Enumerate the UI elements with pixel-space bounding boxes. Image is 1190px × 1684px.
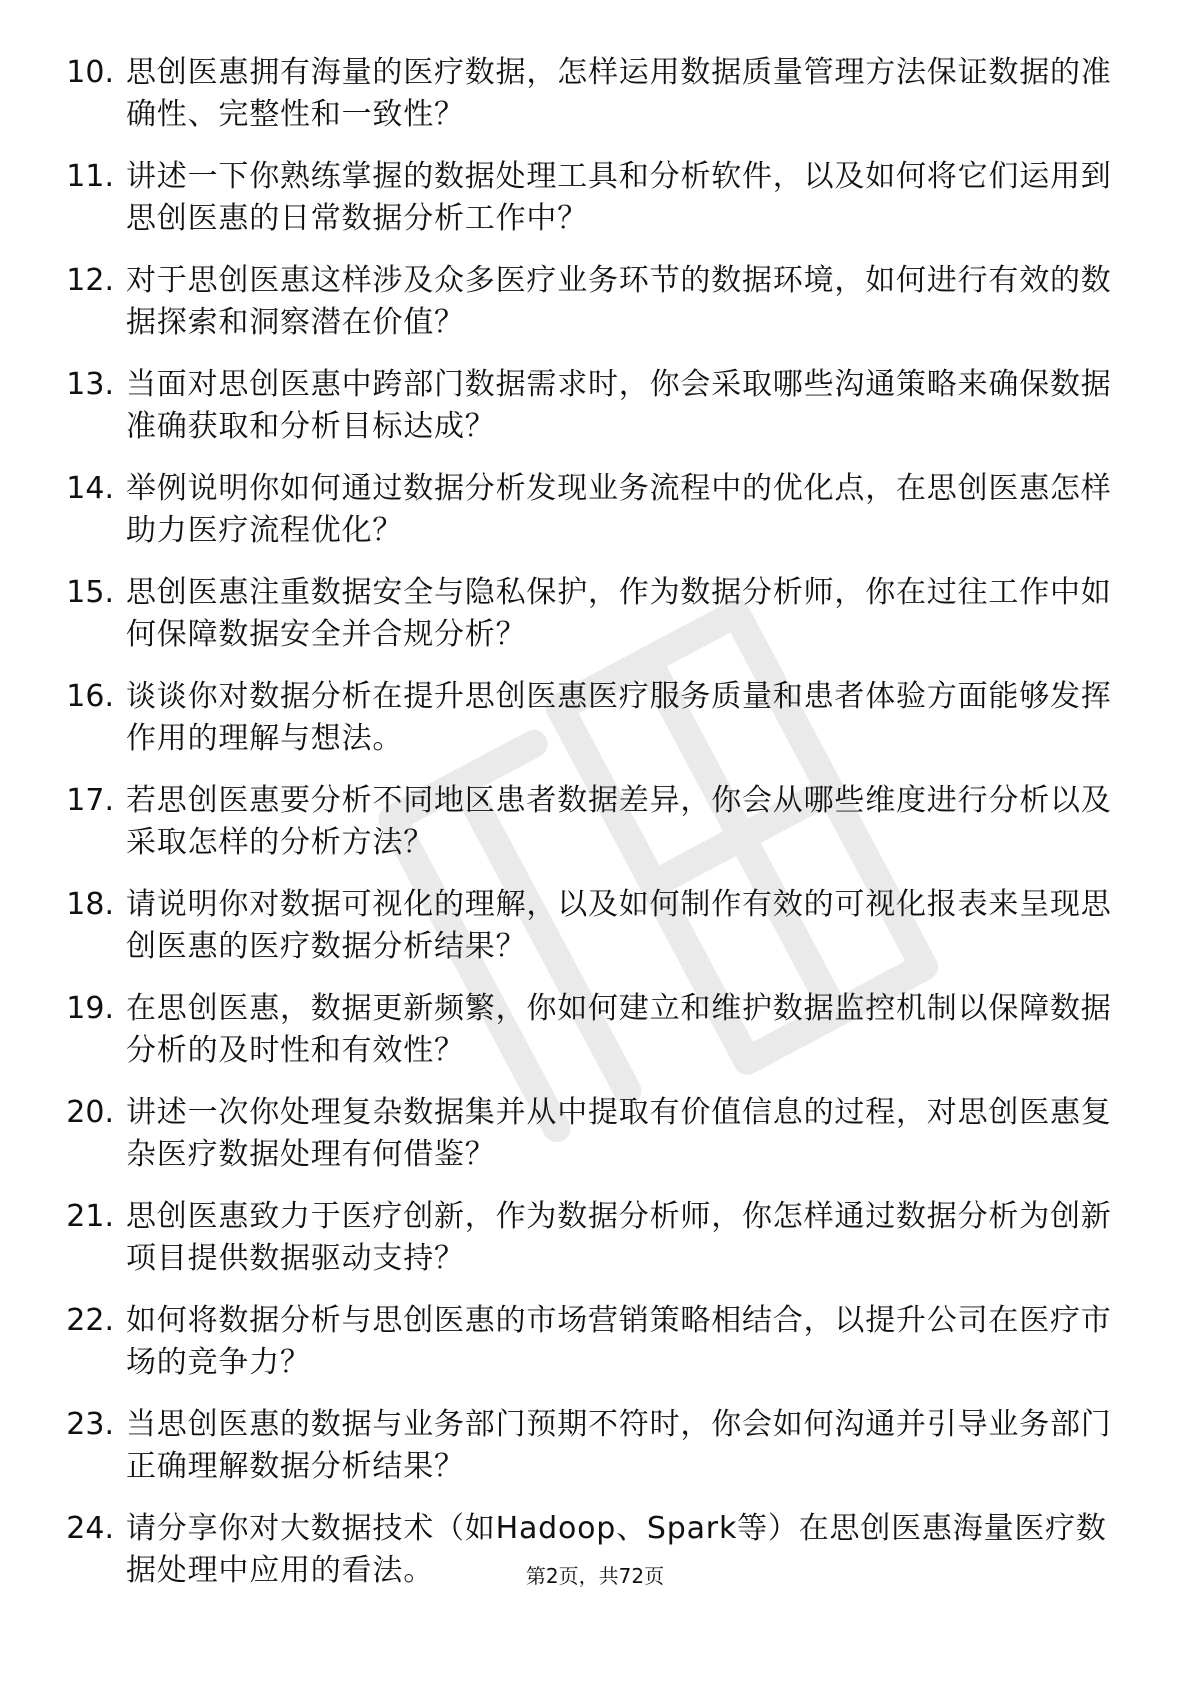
question-number: 10.	[66, 55, 114, 90]
question-text: 举例说明你如何通过数据分析发现业务流程中的优化点，在思创医惠怎样助力医疗流程优化？	[126, 471, 1112, 548]
question-number: 17.	[66, 783, 114, 818]
question-text: 当面对思创医惠中跨部门数据需求时，你会采取哪些沟通策略来确保数据准确获取和分析目标达成？	[126, 367, 1112, 444]
question-number: 21.	[66, 1199, 114, 1234]
question-item	[54, 1292, 1124, 1396]
question-text: 如何将数据分析与思创医惠的市场营销策略相结合，以提升公司在医疗市场的竞争力？	[126, 1303, 1112, 1380]
question-number: 23.	[66, 1407, 114, 1442]
question-number: 18.	[66, 887, 114, 922]
question-number: 20.	[66, 1095, 114, 1130]
question-item	[54, 1188, 1124, 1292]
question-item	[54, 356, 1124, 460]
question-text: 讲述一次你处理复杂数据集并从中提取有价值信息的过程，对思创医惠复杂医疗数据处理有何借鉴？	[126, 1095, 1112, 1172]
question-item	[54, 1396, 1124, 1500]
question-text: 思创医惠拥有海量的医疗数据，怎样运用数据质量管理方法保证数据的准确性、完整性和一致性？	[126, 55, 1112, 132]
question-text: 谈谈你对数据分析在提升思创医惠医疗服务质量和患者体验方面能够发挥作用的理解与想法。	[126, 679, 1112, 756]
question-number: 11.	[66, 159, 114, 194]
question-item	[54, 460, 1124, 564]
question-text: 讲述一下你熟练掌握的数据处理工具和分析软件，以及如何将它们运用到思创医惠的日常数据分析工作中？	[126, 159, 1112, 236]
question-number: 22.	[66, 1303, 114, 1338]
question-text: 当思创医惠的数据与业务部门预期不符时，你会如何沟通并引导业务部门正确理解数据分析结果？	[126, 1407, 1112, 1484]
question-item	[54, 252, 1124, 356]
question-text: 请分享你对大数据技术（如Hadoop、Spark等）在思创医惠海量医疗数据处理中应用的看法。	[126, 1511, 1107, 1588]
page-number: 第2页，共72页	[525, 1564, 665, 1588]
question-item	[54, 1084, 1124, 1188]
question-number: 24.	[66, 1511, 114, 1546]
question-number: 14.	[66, 471, 114, 506]
question-text: 思创医惠致力于医疗创新，作为数据分析师，你怎样通过数据分析为创新项目提供数据驱动支持？	[126, 1199, 1112, 1276]
question-text: 若思创医惠要分析不同地区患者数据差异，你会从哪些维度进行分析以及采取怎样的分析方法？	[126, 783, 1112, 860]
question-item	[54, 876, 1124, 980]
question-number: 12.	[66, 263, 114, 298]
question-text: 请说明你对数据可视化的理解，以及如何制作有效的可视化报表来呈现思创医惠的医疗数据分析结果？	[126, 887, 1112, 964]
question-text: 对于思创医惠这样涉及众多医疗业务环节的数据环境，如何进行有效的数据探索和洞察潜在价值？	[126, 263, 1112, 340]
question-text: 在思创医惠，数据更新频繁，你如何建立和维护数据监控机制以保障数据分析的及时性和有效性？	[126, 991, 1112, 1068]
question-item	[54, 148, 1124, 252]
question-item	[54, 772, 1124, 876]
question-item	[54, 980, 1124, 1084]
question-item	[54, 44, 1124, 148]
question-item	[54, 668, 1124, 772]
question-number: 16.	[66, 679, 114, 714]
question-list	[54, 44, 1124, 1596]
question-number: 15.	[66, 575, 114, 610]
question-text: 思创医惠注重数据安全与隐私保护，作为数据分析师，你在过往工作中如何保障数据安全并合规分析？	[126, 575, 1112, 652]
question-item	[54, 564, 1124, 668]
question-number: 19.	[66, 991, 114, 1026]
question-number: 13.	[66, 367, 114, 402]
